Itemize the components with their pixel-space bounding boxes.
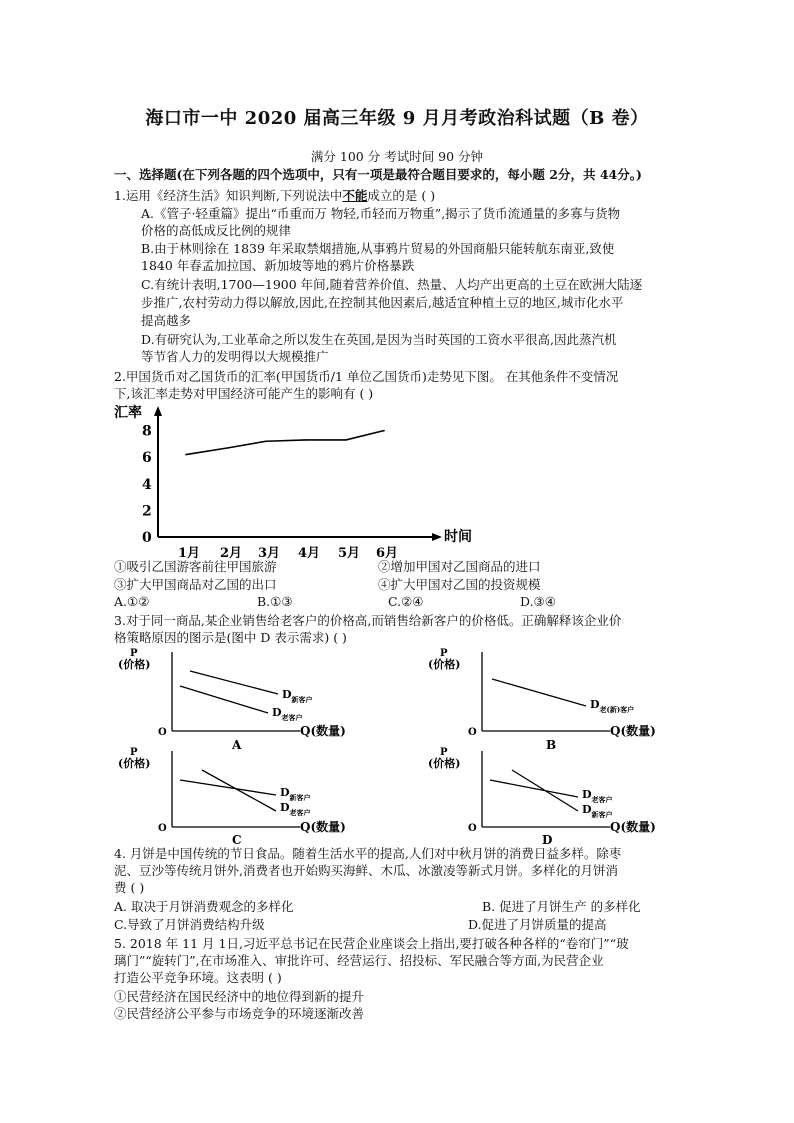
chart-y-tick-label: 6 <box>142 450 152 467</box>
graph-b-demand <box>492 679 586 706</box>
q5-stem-line1: 5. 2018 年 11 月 1日,习近平总书记在民营企业座谈会上指出,要打破各种各样的“卷帘门”“玻 <box>114 936 629 951</box>
q2-stem-line1: 2.甲国货币对乙国货币的汇率(甲国货币/1 单位乙国货币)走势见下图。 在其他条件不变情况 <box>114 369 619 384</box>
chart-data-point <box>265 440 267 442</box>
q5-option-1: ①民营经济在国民经济中的地位得到新的提升 <box>114 989 365 1004</box>
graph-a-demand-old <box>180 686 268 713</box>
graph-c-q: Q(数量) <box>300 820 346 834</box>
graph-a-origin: O <box>158 727 167 738</box>
graph-d-q: Q(数量) <box>610 820 656 834</box>
q2-choice-a: A.①② <box>114 594 150 609</box>
q4-option-a: A. 取决于月饼消费观念的多样化 <box>114 899 294 914</box>
q5-stem-line3: 打造公平竞争环境。这表明 ( ) <box>114 970 282 985</box>
graph-a-d-old-letter: D <box>272 706 282 719</box>
graph-a-demand-new <box>190 671 278 694</box>
q4-stem-line2: 泥、豆沙等传统月饼外,消费者也开始购买海鲜、木瓜、冰激凌等新式月饼。多样化的月饼消 <box>114 863 618 878</box>
chart-x-axis-arrow <box>432 533 442 541</box>
chart-x-tick-label: 4月 <box>298 546 321 560</box>
chart-data-point <box>305 439 307 441</box>
chart-series-line <box>186 431 384 455</box>
q1-option-c-line3: 提高越多 <box>141 313 192 328</box>
chart-y-tick-label: 2 <box>142 503 152 520</box>
graph-a-d-new-letter: D <box>282 688 292 701</box>
q3-graph-a <box>110 646 380 751</box>
graph-b-label: B <box>546 738 557 751</box>
chart-data-point <box>383 430 385 432</box>
graph-b-p: P <box>440 648 448 659</box>
section-heading: 一、选择题(在下列各题的四个选项中，只有一项是最符合题目要求的，每小题 2分，共 44分。) <box>114 167 642 182</box>
graph-d-d-old-letter: D <box>582 788 592 801</box>
graph-c-origin: O <box>158 823 167 834</box>
graph-d-price: (价格) <box>428 757 461 770</box>
chart-x-tick-label: 6月 <box>376 546 399 560</box>
q2-choice-b: B.①③ <box>257 594 293 609</box>
chart-y-tick-label: 8 <box>142 423 152 440</box>
graph-c-label: C <box>232 833 242 845</box>
q2-choice-d: D.③④ <box>520 594 556 609</box>
graph-a-p: P <box>130 648 138 659</box>
graph-b-d-letter: D <box>590 698 600 711</box>
q3-graph-d <box>420 745 690 845</box>
q4-option-b: B. 促进了月饼生产 的多样化 <box>482 899 641 914</box>
graph-c-demand-steep <box>202 770 276 811</box>
chart-y-tick-label: 4 <box>142 476 152 493</box>
graph-c-demand-flat <box>180 780 276 795</box>
q1-stem-post: 成立的是 ( ) <box>367 188 436 203</box>
q3-graph-b <box>420 646 690 751</box>
chart-data-point <box>227 447 229 449</box>
q1-option-c-line1: C.有统计表明,1700—1900 年间,随着营养价值、热量、人均产出更高的土豆在欧洲大陆逐 <box>141 277 643 292</box>
q1-option-b-line2: 1840 年春孟加拉国、新加坡等地的鸦片价格暴跌 <box>141 258 415 273</box>
graph-c-d-new-sub: 新客户 <box>289 793 311 802</box>
q1-option-a-line2: 价格的高低成反比例的规律 <box>141 223 292 238</box>
graph-b-d-sub: 老(新)客户 <box>599 705 635 714</box>
graph-d-d-old <box>582 788 613 804</box>
chart-data-point <box>185 454 187 456</box>
exchange-rate-chart <box>108 402 488 560</box>
q4-stem-line3: 费 ( ) <box>114 880 145 895</box>
q2-option-2: ②增加甲国对乙国商品的进口 <box>378 559 541 574</box>
graph-a-d-old-sub: 老客户 <box>281 713 303 722</box>
chart-x-label: 时间 <box>444 529 472 545</box>
graph-d-d-new-sub: 新客户 <box>591 810 613 819</box>
graph-c-d-old <box>280 801 311 817</box>
graph-a-price: (价格) <box>118 658 151 671</box>
chart-y-label: 汇率 <box>114 405 142 421</box>
chart-y-axis-arrow <box>154 406 162 416</box>
graph-c-d-new-letter: D <box>280 786 290 799</box>
q2-option-4: ④扩大甲国对乙国的投资规模 <box>378 577 541 592</box>
graph-c-d-new <box>280 786 311 802</box>
q2-option-1: ①吸引乙国游客前往甲国旅游 <box>114 559 277 574</box>
q2-choice-c: C.②④ <box>388 594 424 609</box>
q1-option-b-line1: B.由于林则徐在 1839 年采取禁烟措施,从事鸦片贸易的外国商船只能转航东南亚,致使 <box>141 241 615 256</box>
graph-a-d-new <box>282 688 313 704</box>
graph-b-price: (价格) <box>428 658 461 671</box>
q3-graph-c <box>110 745 380 845</box>
chart-x-tick-label: 1月 <box>178 546 201 560</box>
chart-y-tick-label: 0 <box>142 530 152 546</box>
q1-option-d-line2: 等节省人力的发明得以大规模推广 <box>141 349 329 364</box>
graph-d-d-new-letter: D <box>582 803 592 816</box>
q1-stem <box>114 188 435 204</box>
q1-option-d-line1: D.有研究认为,工业革命之所以发生在英国,是因为当时英国的工资水平很高,因此蒸汽机 <box>141 332 617 347</box>
graph-b-origin: O <box>468 727 477 738</box>
graph-c-d-old-sub: 老客户 <box>289 808 311 817</box>
graph-b-q: Q(数量) <box>610 724 656 738</box>
q5-option-2: ②民营经济公平参与市场竞争的环境逐渐改善 <box>114 1006 365 1021</box>
q3-stem-line1: 3.对于同一商品,某企业销售给老客户的价格高,而销售给新客户的价格低。正确解释该企业价 <box>114 613 622 628</box>
q4-option-d: D.促进了月饼质量的提高 <box>468 917 607 932</box>
q4-stem-line1: 4. 月饼是中国传统的节日食品。随着生活水平的提高,人们对中秋月饼的消费日益多样。除枣 <box>114 846 622 861</box>
graph-d-d-new <box>582 803 613 819</box>
chart-x-tick-label: 2月 <box>220 546 243 560</box>
graph-d-origin: O <box>468 823 477 834</box>
graph-a-d-old <box>272 706 303 722</box>
chart-data-point <box>345 439 347 441</box>
q5-stem-line2: 璃门”“旋转门”,在市场准入、审批许可、经营运行、招投标、军民融合等方面,为民营企业 <box>114 953 604 968</box>
q2-stem-line2: 下,该汇率走势对甲国经济可能产生的影响有 ( ) <box>114 386 374 401</box>
exam-title: 海口市一中 2020 届高三年级 9 月月考政治科试题（B 卷） <box>145 108 649 129</box>
graph-c-d-old-letter: D <box>280 801 290 814</box>
graph-a-label: A <box>232 738 242 751</box>
graph-c-price: (价格) <box>118 757 151 770</box>
q1-option-c-line2: 步推广,农村劳动力得以解放,因此,在控制其他因素后,越适宜种植土豆的地区,城市化水平 <box>141 295 624 310</box>
graph-a-q: Q(数量) <box>300 724 346 738</box>
graph-b-d <box>590 698 634 714</box>
graph-d-demand-steep <box>512 770 578 811</box>
graph-d-label: D <box>542 833 553 845</box>
chart-x-tick-label: 5月 <box>338 546 361 560</box>
graph-d-p: P <box>440 747 448 758</box>
graph-d-d-old-sub: 老客户 <box>591 795 613 804</box>
graph-a-d-new-sub: 新客户 <box>291 695 313 704</box>
graph-d-demand-flat <box>490 780 578 797</box>
q1-option-a-line1: A.《管子·轻重篇》提出“币重而万 物轻,币轻而万物重”,揭示了货币流通量的多寡与货物 <box>141 206 621 221</box>
exam-subtitle: 满分 100 分 考试时间 90 分钟 <box>310 149 484 164</box>
q3-stem-line2: 格策略原因的图示是(图中 D 表示需求) ( ) <box>114 630 347 645</box>
q1-stem-pre: 1.运用《经济生活》知识判断,下列说法中 <box>114 188 343 203</box>
chart-x-tick-label: 3月 <box>258 546 281 560</box>
q4-option-c: C.导致了月饼消费结构升级 <box>114 917 265 932</box>
q2-option-3: ③扩大甲国商品对乙国的出口 <box>114 577 277 592</box>
q1-stem-emphasis: 不能 <box>342 188 368 203</box>
graph-c-p: P <box>130 747 138 758</box>
